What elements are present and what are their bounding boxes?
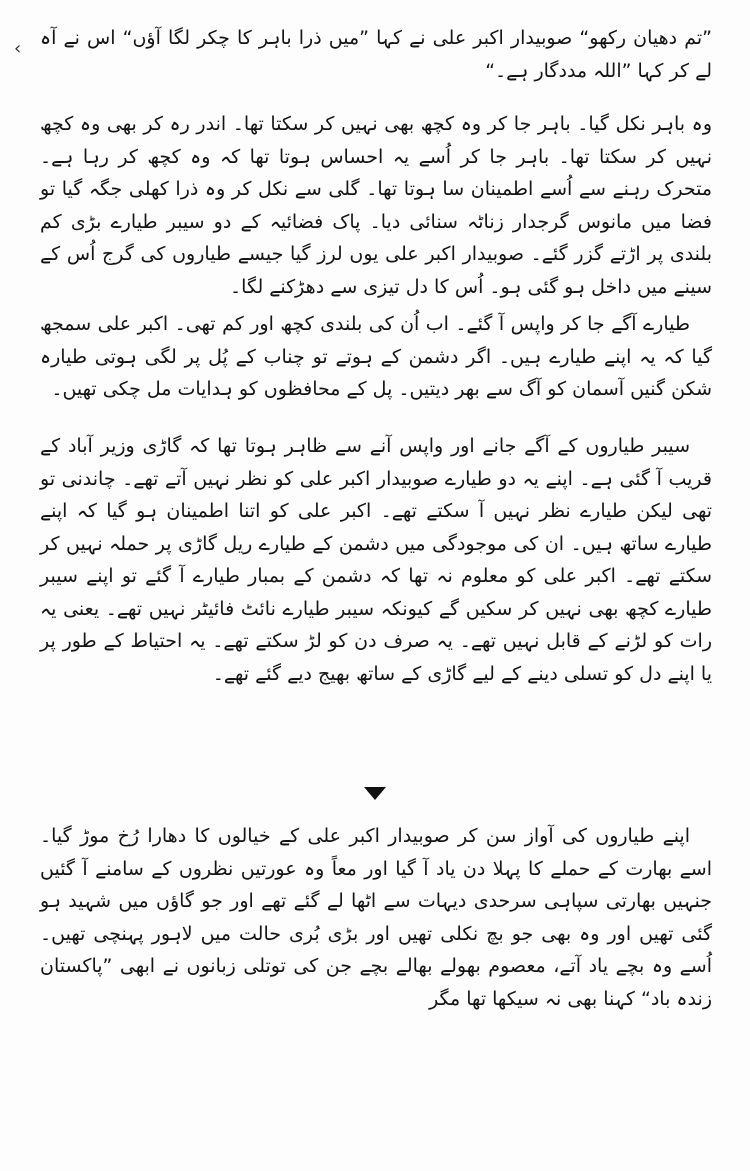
- paragraph-3: [40, 308, 712, 406]
- paragraph-5-text: اپنے طیاروں کی آواز سن کر صوبیدار اکبر علی کے خیالوں کا دھارا رُخ موڑ گیا۔ اسے بھارت کے حملے کا پہلا دن یاد آ گیا اور معاً وہ عورتیں نظروں کے سامنے آ گئیں جنہیں بھارتی سپاہی سرحدی دیہات سے اٹھا لے گئے تھے اور جو گاؤں میں شہید ہو گئی تھیں اور وہ بھی جو بچ نکلی تھیں اور بڑی بُری حالت میں لاہور پہنچی تھیں۔ اُسے وہ بچے یاد آتے، معصوم بھولے بھالے بچے جن کی توتلی زبانوں نے ابھی ”پاکستان زندہ باد“ کہنا بھی نہ سیکھا تھا مگر: [40, 825, 712, 1010]
- paragraph-3-text: طیارے آگے جا کر واپس آ گئے۔ اب اُن کی بلندی کچھ اور کم تھی۔ اکبر علی سمجھ گیا کہ یہ اپنے طیارے ہیں۔ اگر دشمن کے ہوتے تو چناب کے پُل پر لگی ہوتی طیارہ شکن گنیں آسمان کو آگ سے بھر دیتیں۔ پل کے محافظوں کو ہدایات مل چکی تھیں۔: [40, 313, 712, 400]
- margin-mark: ‹: [14, 38, 22, 59]
- paragraph-2-text: وہ باہر نکل گیا۔ باہر جا کر وہ کچھ بھی نہیں کر سکتا تھا۔ اندر رہ کر بھی وہ کچھ نہیں کر سکتا تھا۔ باہر جا کر اُسے یہ احساس ہوتا تھا کہ وہ کچھ کر رہا ہے۔ متحرک رہنے سے اُسے اطمینان سا ہوتا تھا۔ گلی سے نکل کر وہ ذرا کھلی جگہ گیا تو فضا میں مانوس گرجدار زناٹہ سنائی دیا۔ پاک فضائیہ کے دو سیبر طیارے بڑی کم بلندی پر اڑتے گزر گئے۔ صوبیدار اکبر علی یوں لرز گیا جیسے طیاروں کی گرج اُس کے سینے میں داخل ہو گئی ہو۔ اُس کا دل تیزی سے دھڑکنے لگا۔: [40, 113, 712, 298]
- paragraph-4-text: سیبر طیاروں کے آگے جانے اور واپس آنے سے ظاہر ہوتا تھا کہ گاڑی وزیر آباد کے قریب آ گئی ہے۔ اپنے یہ دو طیارے صوبیدار اکبر علی کو نظر نہیں آتے تھے۔ چاندنی تو تھی لیکن طیارے نظر نہیں آ سکتے تھے۔ اکبر علی کو اتنا اطمینان ہو گیا کہ اپنے طیارے ساتھ ہیں۔ ان کی موجودگی میں دشمن کے طیارے ریل گاڑی پر حملہ نہیں کر سکتے تھے۔ اکبر علی کو معلوم نہ تھا کہ دشمن کے بمبار طیارے آ گئے تو اپنے سیبر طیارے کچھ بھی نہیں کر سکیں گے کیونکہ سیبر طیارے نائٹ فائیٹر نہیں تھے۔ یعنی یہ رات کو لڑنے کے قابل نہیں تھے۔ یہ صرف دن کو لڑ سکتے تھے۔ یہ احتیاط کے طور پر یا اپنے دل کو تسلی دینے کے لیے گاڑی کے ساتھ بھیج دیے گئے تھے۔: [40, 435, 712, 685]
- paragraph-1: [40, 22, 712, 87]
- paragraph-2: [40, 108, 712, 303]
- paragraph-1-text: ”تم دھیان رکھو“ صوبیدار اکبر علی نے کہا ”میں ذرا باہر کا چکر لگا آؤں“ اس نے آہ لے کر کہا ”اللہ مددگار ہے۔“: [40, 27, 712, 82]
- paragraph-4: [40, 430, 712, 690]
- paragraph-5: [40, 820, 712, 1015]
- down-triangle-icon: [364, 787, 386, 800]
